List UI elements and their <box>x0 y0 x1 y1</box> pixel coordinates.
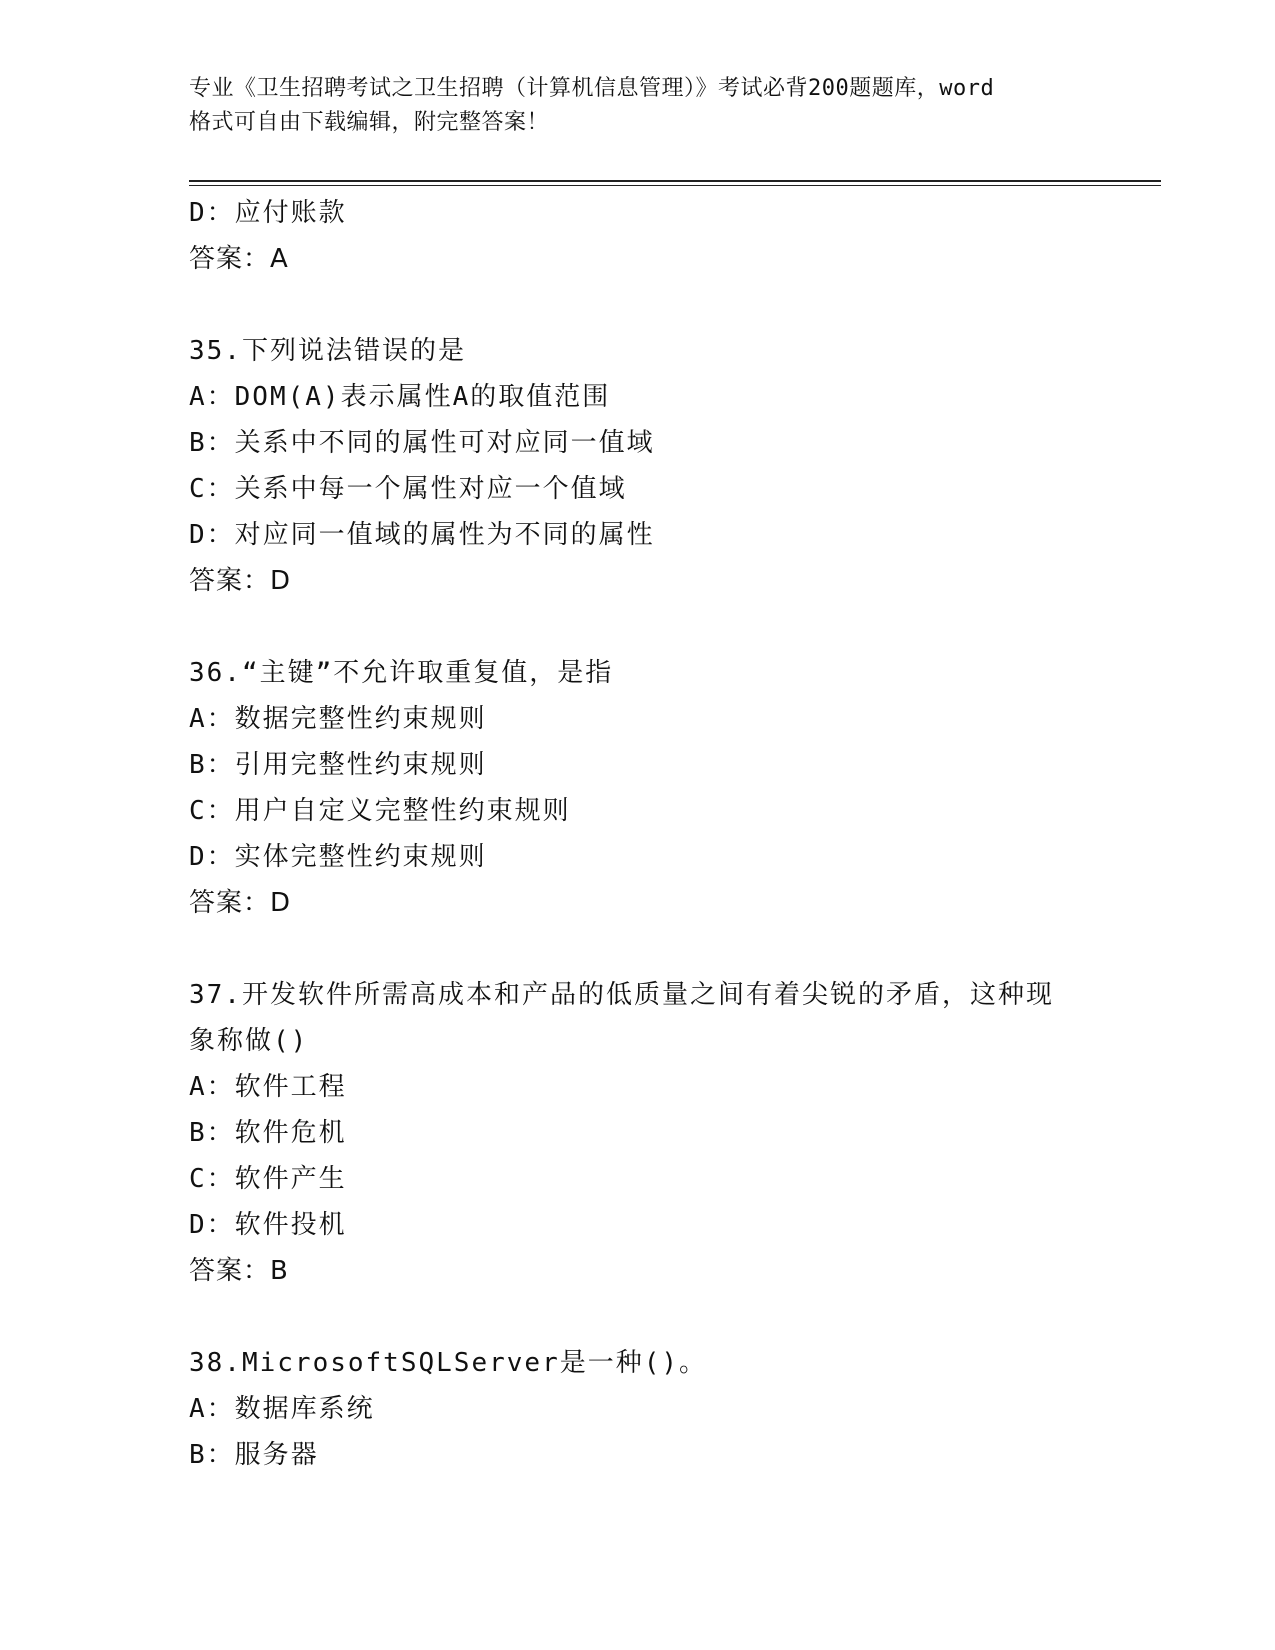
question-list <box>189 190 1089 1478</box>
option-c: C：关系中每一个属性对应一个值域 <box>189 474 627 504</box>
option-b: B：服务器 <box>189 1440 319 1470</box>
spacer <box>189 282 1089 328</box>
option-d: D：应付账款 <box>189 198 347 228</box>
option-b: B：软件危机 <box>189 1118 347 1148</box>
header-line-1: 专业《卫生招聘考试之卫生招聘（计算机信息管理）》考试必背200题题库，word <box>189 76 995 101</box>
question-title: 35.下列说法错误的是 <box>189 336 466 366</box>
question-title: 36.“主键”不允许取重复值，是指 <box>189 658 614 688</box>
header-divider-thin <box>189 185 1161 186</box>
option-d: D：软件投机 <box>189 1210 347 1240</box>
spacer <box>189 604 1089 650</box>
question-37 <box>189 972 1089 1294</box>
question-title-line-2: 象称做() <box>189 1026 309 1056</box>
option-c: C：用户自定义完整性约束规则 <box>189 796 571 826</box>
question-35 <box>189 328 1089 604</box>
option-d: D：对应同一值域的属性为不同的属性 <box>189 520 655 550</box>
option-a: A：数据库系统 <box>189 1394 375 1424</box>
answer-line: 答案：A <box>189 244 289 274</box>
option-a: A：软件工程 <box>189 1072 347 1102</box>
option-d: D：实体完整性约束规则 <box>189 842 487 872</box>
option-a: A：数据完整性约束规则 <box>189 704 487 734</box>
option-b: B：引用完整性约束规则 <box>189 750 487 780</box>
header-divider-thick <box>189 180 1161 182</box>
question-title: 38.MicrosoftSQLServer是一种()。 <box>189 1348 708 1378</box>
question-34-tail <box>189 190 1089 282</box>
option-a: A：DOM(A)表示属性A的取值范围 <box>189 382 611 412</box>
answer-line: 答案：B <box>189 1256 289 1286</box>
question-36 <box>189 650 1089 926</box>
header-line-2: 格式可自由下载编辑，附完整答案！ <box>189 110 550 135</box>
answer-line: 答案：D <box>189 566 292 596</box>
answer-line: 答案：D <box>189 888 292 918</box>
question-title-line-1: 37.开发软件所需高成本和产品的低质量之间有着尖锐的矛盾，这种现 <box>189 980 1054 1010</box>
question-38 <box>189 1340 1089 1478</box>
spacer <box>189 1294 1089 1340</box>
spacer <box>189 926 1089 972</box>
option-b: B：关系中不同的属性可对应同一值域 <box>189 428 655 458</box>
option-c: C：软件产生 <box>189 1164 347 1194</box>
document-header <box>189 72 1089 140</box>
